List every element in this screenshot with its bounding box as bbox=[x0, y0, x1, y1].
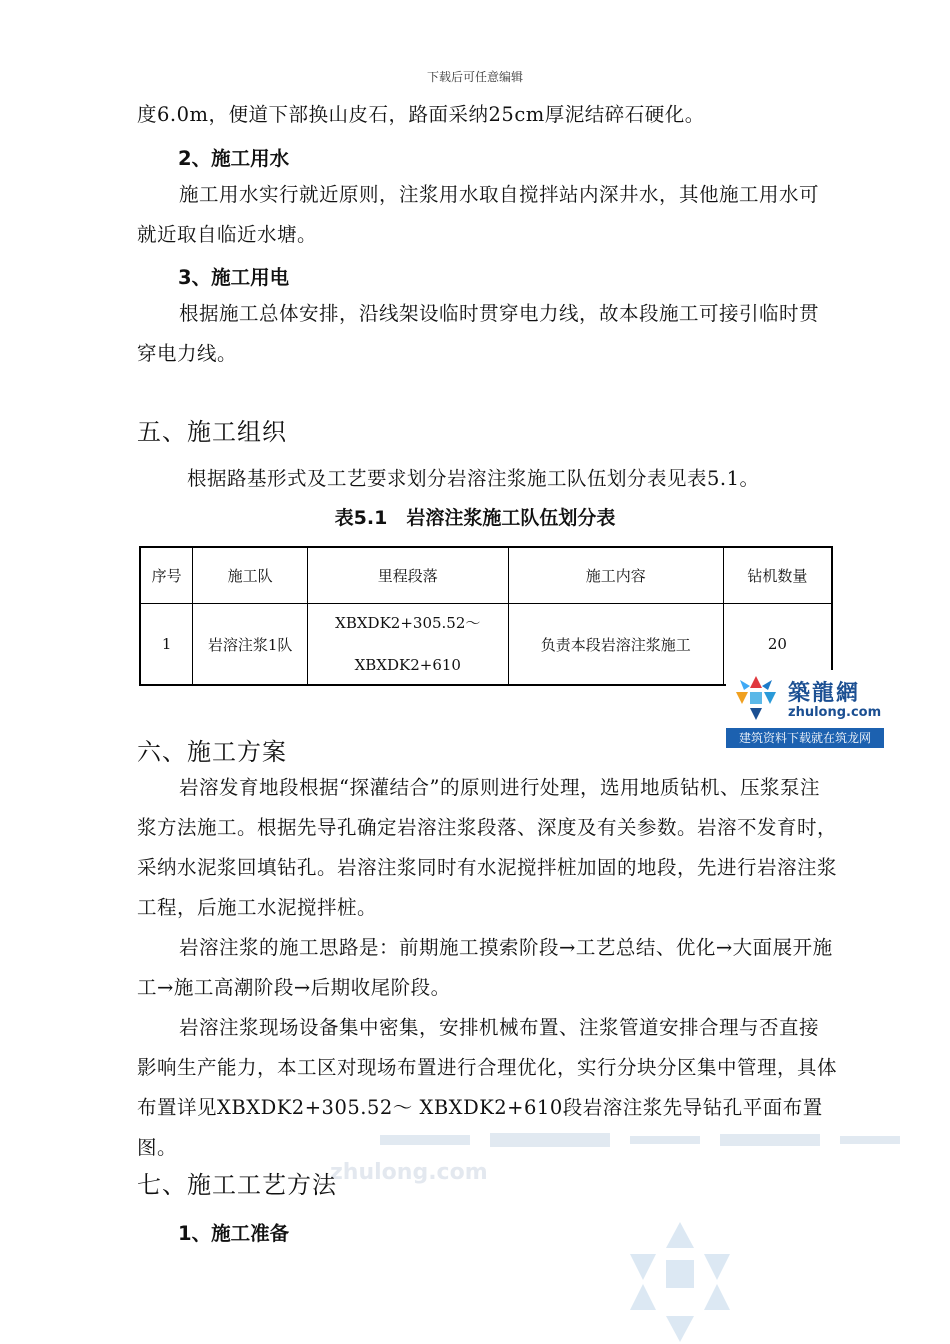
preparation-heading: 1、施工准备 bbox=[178, 1222, 290, 1245]
power-paragraph: 根据施工总体安排，沿线架设临时贯穿电力线，故本段施工可接引临时贯穿电力线。 bbox=[137, 302, 820, 365]
team-table bbox=[139, 546, 833, 686]
logo-slogan: 建筑资料下载就在筑龙网 bbox=[726, 728, 884, 748]
road-paragraph: 度6.0m，便道下部换山皮石，路面采纳25cm厚泥结碎石硬化。 bbox=[137, 103, 705, 126]
table-caption: 表5.1 岩溶注浆施工队伍划分表 bbox=[334, 507, 616, 529]
cell-rigs: 20 bbox=[723, 604, 832, 686]
watermark-stripe bbox=[380, 1127, 900, 1153]
header-cell-team: 施工队 bbox=[193, 547, 308, 604]
header-cell-no: 序号 bbox=[140, 547, 193, 604]
water-paragraph: 施工用水实行就近原则，注浆用水取自搅拌站内深井水，其他施工用水可就近取自临近水塘。 bbox=[137, 183, 820, 246]
section-7-title: 七、施工工艺方法 bbox=[137, 1171, 337, 1199]
watermark-text: zhulong.com bbox=[330, 1160, 488, 1185]
section-6-title: 六、施工方案 bbox=[137, 738, 287, 766]
header-cell-rigs: 钻机数量 bbox=[723, 547, 832, 604]
section-6-paragraph-1: 岩溶发育地段根据“探灌结合”的原则进行处理，选用地质钻机、压浆泵注浆方法施工。根据先导孔确定岩溶注浆段落、深度及有关参数。岩溶不发育时，采纳水泥浆回填钻孔。岩溶注浆同时有水泥搅拌桩加固的地段，先进行岩溶注浆工程，后施工水泥搅拌桩。 bbox=[137, 776, 838, 919]
section-5-paragraph: 根据路基形式及工艺要求划分岩溶注浆施工队伍划分表见表5.1。 bbox=[187, 467, 760, 490]
water-heading: 2、施工用水 bbox=[178, 147, 290, 170]
range-start: XBXDK2+305.52～ bbox=[335, 614, 481, 632]
header-cell-range: 里程段落 bbox=[307, 547, 508, 604]
table-header-row bbox=[140, 547, 832, 604]
page-header-note: 下载后可任意编辑 bbox=[426, 70, 523, 84]
power-heading: 3、施工用电 bbox=[178, 266, 290, 289]
zhulong-logo bbox=[726, 670, 884, 748]
section-5-title: 五、施工组织 bbox=[137, 418, 287, 446]
cell-content: 负责本段岩溶注浆施工 bbox=[508, 604, 723, 686]
logo-chinese-name: 築龍網 bbox=[788, 681, 861, 706]
watermark-logo-icon bbox=[610, 1220, 750, 1344]
section-6-paragraph-3: 岩溶注浆现场设备集中密集，安排机械布置、注浆管道安排合理与否直接影响生产能力，本工区对现场布置进行合理优化，实行分块分区集中管理，具体布置详见XBXDK2+305.52～ XBXDK2+610段岩溶注浆先导钻孔平面布置图。 bbox=[137, 1016, 838, 1159]
cell-team: 岩溶注浆1队 bbox=[193, 604, 308, 686]
cell-no: 1 bbox=[140, 604, 193, 686]
zhulong-mark-icon bbox=[732, 674, 780, 722]
logo-domain: zhulong.com bbox=[788, 705, 882, 720]
header-cell-content: 施工内容 bbox=[508, 547, 723, 604]
section-6-paragraph-2: 岩溶注浆的施工思路是：前期施工摸索阶段→工艺总结、优化→大面展开施工→施工高潮阶段→后期收尾阶段。 bbox=[137, 936, 833, 999]
cell-range bbox=[307, 604, 508, 686]
range-end: XBXDK2+610 bbox=[354, 656, 461, 674]
